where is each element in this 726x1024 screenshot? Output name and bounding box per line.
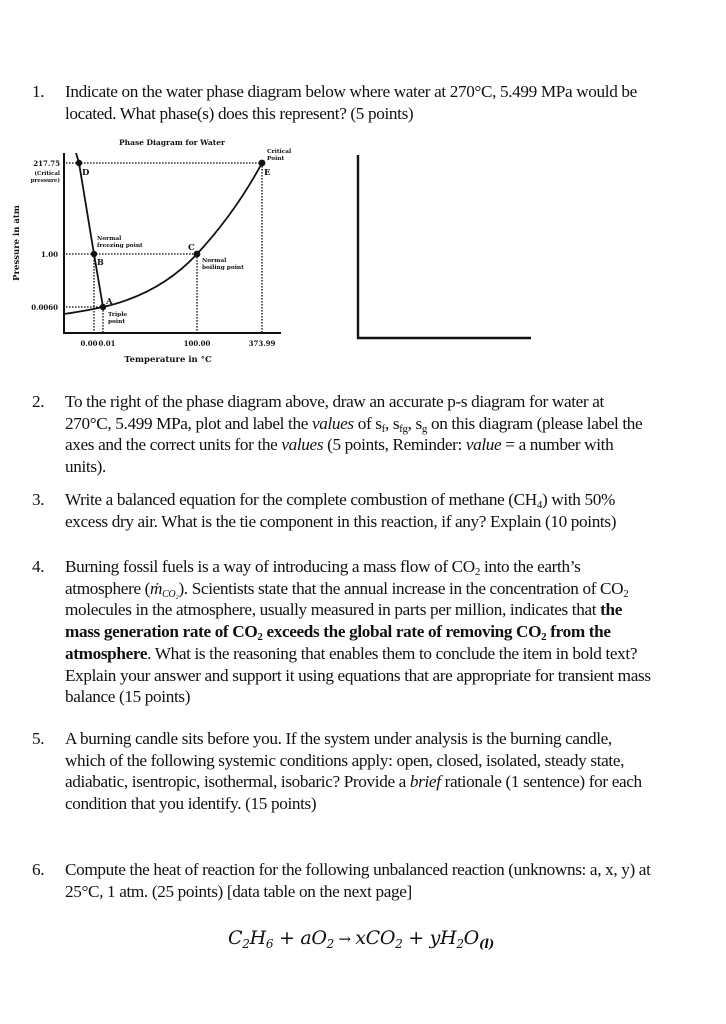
question-4: 4. Burning fossil fuels is a way of introducing a mass flow of $CO_2$ into the earth’s atmosphere (ṁ$_{CO_2}$). Scientists state that the annual increase in the concentration of $CO_2$ molecules in the atmosphere, usually measured in parts per million, indicates that the mass generation rate of $CO_2$ exceeds the global rate of removing $CO_2$ from the atmosphere. What is the reasoning that enables them to conclude the item in bold text? Explain your answer and support it using equations that are appropriate for transient mass balance (15 points) (32, 557, 651, 707)
critical-point-label: Critical (267, 149, 292, 155)
y-tick: 217.75 (33, 159, 60, 168)
question-number: 2. (32, 392, 45, 411)
blank-ps-diagram (357, 155, 531, 339)
question-number: 5. (32, 729, 45, 748)
question-3: 3. Write a balanced equation for the complete combustion of methane $(CH_4)$ with 50% excess dry air. What is the tie component in this reaction, if any? Explain (10 points) (32, 490, 617, 531)
x-tick: 100.00 (183, 339, 211, 348)
y-tick: 1.00 (40, 250, 58, 259)
question-number: 6. (32, 860, 45, 879)
svg-text:Point: Point (267, 156, 285, 162)
y-axis-label: Pressure in atm (12, 205, 22, 281)
phase-diagram-title: Phase Diagram for Water (119, 138, 225, 147)
reaction-equation: $C_2H_6 + aO_2 \to xCO_2 + yH_2O_{(l)}$ (228, 927, 494, 951)
label-e: E (264, 168, 271, 178)
guide-lines (66, 163, 262, 332)
phase-diagram (0, 0, 726, 380)
svg-text:freezing point: freezing point (97, 243, 143, 249)
question-text-line: Indicate on the water phase diagram below where water at 270°C, 5.499 MPa would be (65, 82, 637, 101)
boiling-point-label: Normal (202, 258, 227, 264)
question-number: 1. (32, 82, 45, 101)
svg-text:point: point (108, 319, 126, 325)
x-tick: 373.99 (248, 339, 276, 348)
label-d: D (82, 168, 90, 178)
x-tick: 0.00 (80, 339, 98, 348)
question-text-line: located. What phase(s) does this represent? (5 points) (65, 103, 414, 123)
point-e (259, 160, 266, 167)
point-d (76, 160, 82, 166)
svg-text:boiling point: boiling point (202, 265, 244, 271)
freezing-point-label: Normal (97, 236, 122, 242)
question-number: 4. (32, 557, 45, 576)
question-2: 2. To the right of the phase diagram above, draw an accurate p-s diagram for water at 270°C, 5.499 MPa, plot and label the values of $s_f$, $s_{fg}$, $s_g$ on this diagram (please label the axes and the correct units for the values (5 points, Reminder: value = a number with units). (32, 392, 643, 477)
label-a: A (106, 297, 113, 307)
phase-points (76, 160, 266, 311)
svg-text:(Critical: (Critical (34, 171, 60, 177)
x-tick: 0.01 (98, 339, 116, 348)
svg-text:pressure): pressure) (30, 178, 60, 184)
mass-flow-symbol: ṁ (150, 578, 163, 598)
fusion-line (76, 153, 103, 307)
triple-point-label: Triple (108, 312, 128, 318)
y-tick: 0.0060 (31, 303, 58, 312)
question-6: 6. Compute the heat of reaction for the following unbalanced reaction (unknowns: a, x, y) at 25°C, 1 atm. (25 points) [data table on the next page] (32, 860, 651, 901)
x-axis-label: Temperature in °C (124, 355, 212, 365)
label-c: C (188, 243, 195, 253)
question-number: 3. (32, 490, 45, 509)
label-b: B (97, 257, 104, 267)
question-5: 5. A burning candle sits before you. If the system under analysis is the burning candle, which of the following systemic conditions apply: open, closed, isolated, steady state, adiabatic, isentropic, isothermal, isobaric? Provide a brief rationale (1 sentence) for each condition that you identify. (15 points) (32, 729, 642, 814)
